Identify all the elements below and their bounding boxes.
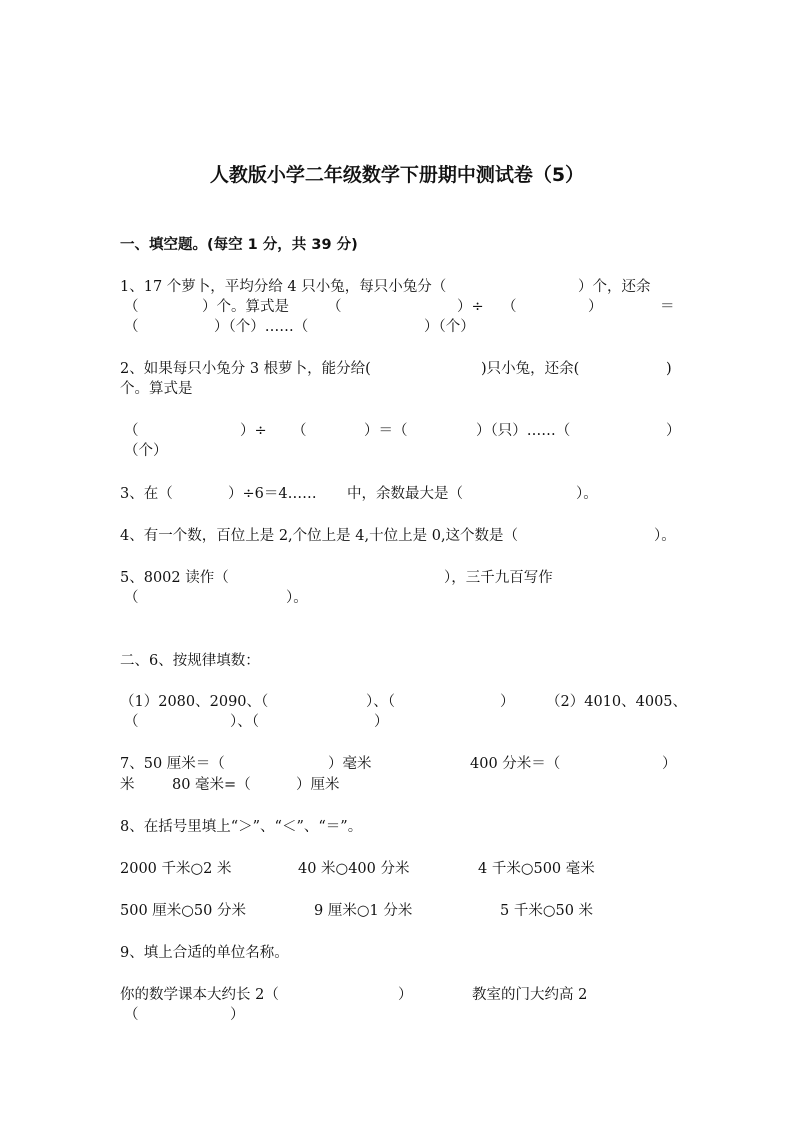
q1-text-j: （ xyxy=(124,319,139,335)
q9-text-d: （ xyxy=(124,1007,139,1023)
q1-text-e: （ xyxy=(327,299,342,315)
q8-prompt: 8、在括号里填上“＞”、“＜”、“＝”。 xyxy=(120,819,363,835)
q6-text-d: （2）4010、4005、 xyxy=(546,694,688,710)
q1-text-f: ）÷ xyxy=(457,299,484,315)
q1-text-d: ）个。算式是 xyxy=(202,299,289,315)
q2-text-g: （ xyxy=(292,423,307,439)
q7-text-e: 米 xyxy=(120,777,135,793)
q7-text-f: 80 毫米=（ xyxy=(172,777,251,793)
q8-compare-item: 5 千米○50 米 xyxy=(500,903,594,919)
q1-text-a: 1、17 个萝卜，平均分给 4 只小兔，每只小兔分（ xyxy=(120,279,447,295)
q1-text-c: （ xyxy=(124,299,139,315)
section-1-heading: 一、填空题。(每空 1 分，共 39 分) xyxy=(120,237,358,253)
q3-text-d: ）。 xyxy=(576,486,598,502)
q8-compare-item: 2000 千米○2 米 xyxy=(120,861,232,877)
q8-compare-item: 4 千米○500 毫米 xyxy=(478,861,595,877)
q2-text-c: ) xyxy=(666,361,672,377)
q2-text-f: ）÷ xyxy=(240,423,267,439)
q7-text-g: ）厘米 xyxy=(296,777,340,793)
q3-text-a: 3、在（ xyxy=(120,486,173,502)
q3-text-b: ）÷6＝4…… xyxy=(228,486,317,502)
q5-text-d: ）。 xyxy=(286,590,308,606)
q6-text-e: （ xyxy=(124,714,139,730)
q3-text-c: 中，余数最大是（ xyxy=(347,486,463,502)
q1-text-i: ＝ xyxy=(660,299,675,315)
page-title: 人教版小学二年级数学下册期中测试卷（5） xyxy=(209,164,585,186)
q9-text-c: 教室的门大约高 2 xyxy=(472,987,588,1003)
q2-text-j: ） xyxy=(666,423,681,439)
section-2-heading: 二、6、按规律填数： xyxy=(120,653,260,669)
q5-text-c: （ xyxy=(124,590,139,606)
q6-text-f: ）、（ xyxy=(230,714,259,730)
q9-prompt: 9、填上合适的单位名称。 xyxy=(120,945,289,961)
q2-text-b: )只小兔，还余( xyxy=(481,361,580,377)
q1-text-h: ） xyxy=(588,299,603,315)
q6-text-b: ）、（ xyxy=(366,694,395,710)
q7-text-c: 400 分米＝（ xyxy=(470,756,561,772)
q2-text-e: （ xyxy=(124,423,139,439)
q8-compare-item: 40 米○400 分米 xyxy=(298,861,410,877)
q5-text-a: 5、8002 读作（ xyxy=(120,570,229,586)
q2-text-i: ）（只）……（ xyxy=(476,423,571,439)
q7-text-d: ） xyxy=(662,756,677,772)
q4-text-b: ）。 xyxy=(654,528,676,544)
q4-text-a: 4、有一个数，百位上是 2,个位上是 4,十位上是 0,这个数是（ xyxy=(120,528,519,544)
q2-text-h: ）＝（ xyxy=(364,423,408,439)
q7-text-b: ）毫米 xyxy=(328,756,372,772)
q6-text-g: ） xyxy=(374,714,389,730)
q5-text-b: ），三千九百写作 xyxy=(444,570,553,586)
q7-text-a: 7、50 厘米＝（ xyxy=(120,756,225,772)
q6-text-a: （1）2080、2090、（ xyxy=(120,694,269,710)
q1-text-b: ）个，还余 xyxy=(578,279,651,295)
q1-text-k: ）（个）……（ xyxy=(214,319,309,335)
q9-text-e: ） xyxy=(230,1007,245,1023)
q2-text-a: 2、如果每只小兔分 3 根萝卜，能分给( xyxy=(120,361,371,377)
q8-compare-item: 9 厘米○1 分米 xyxy=(314,903,413,919)
q9-text-a: 你的数学课本大约长 2（ xyxy=(120,987,279,1003)
q2-text-d: 个。算式是 xyxy=(120,381,193,397)
q2-text-k: （个） xyxy=(124,443,168,459)
q1-text-g: （ xyxy=(502,299,517,315)
q8-compare-item: 500 厘米○50 分米 xyxy=(120,903,246,919)
q1-text-l: ）（个） xyxy=(424,319,475,335)
q6-text-c: ） xyxy=(500,694,515,710)
q9-text-b: ） xyxy=(398,987,413,1003)
